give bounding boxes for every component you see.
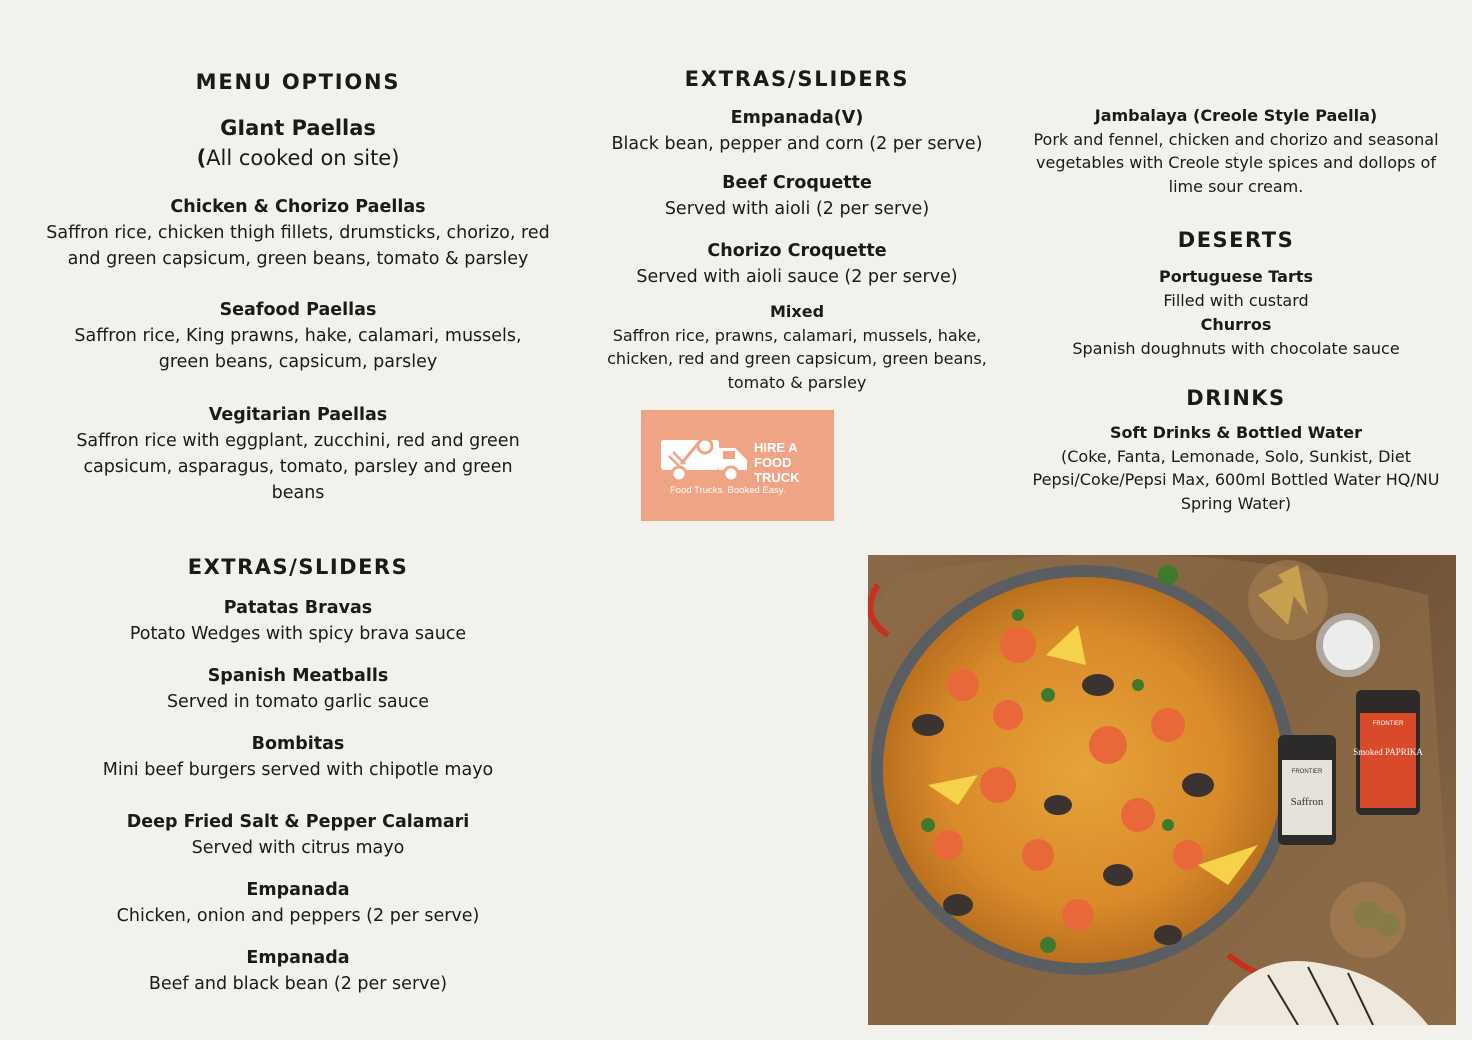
item-title: Soft Drinks & Bottled Water [1109, 423, 1363, 442]
logo-wordmark [754, 440, 800, 485]
item-desc: Saffron rice, prawns, calamari, mussels, hake, chicken, red and green capsicum, green beans, tomato & parsley [607, 325, 987, 392]
logo-line-1: HIRE A [754, 440, 798, 455]
item-desc: Mini beef burgers served with chipotle mayo [102, 760, 494, 780]
paella-photo [868, 555, 1456, 1025]
item-title: Empanada [246, 948, 350, 968]
item-title: Churros [1200, 315, 1272, 334]
item-desc: Chicken, onion and peppers (2 per serve) [116, 906, 480, 926]
saffron-jar-brand: FRONTIER [1291, 769, 1323, 775]
extras-item-mixed [566, 300, 1028, 394]
food-truck-icon [659, 434, 753, 484]
logo-tagline: Food Trucks. Booked Easy. [670, 485, 786, 496]
item-title: Spanish Meatballs [207, 666, 389, 686]
subtitle-text: All cooked on site) [206, 146, 400, 170]
item-title: Seafood Paellas [219, 300, 377, 320]
item-title: Vegitarian Paellas [208, 405, 388, 425]
extras-item [40, 595, 556, 647]
extras-left-heading: EXTRAS/SLIDERS [187, 555, 409, 579]
item-desc: Beef and black bean (2 per serve) [148, 974, 448, 994]
item-title: Beef Croquette [722, 173, 872, 193]
item-desc: Served with aioli sauce (2 per serve) [636, 267, 958, 287]
item-desc: Black bean, pepper and corn (2 per serve) [611, 134, 983, 154]
menu-item-chicken-chorizo [40, 194, 556, 272]
extras-mid-section [566, 67, 1028, 394]
item-title: Deep Fried Salt & Pepper Calamari [126, 812, 470, 832]
logo-line-3: TRUCK [754, 470, 800, 485]
item-desc: Saffron rice, chicken thigh fillets, drumsticks, chorizo, red and green capsicum, green beans, tomato & parsley [46, 223, 550, 269]
giant-paellas-title: GIant Paellas [220, 116, 376, 140]
menu-options-heading: MENU OPTIONS [195, 70, 401, 94]
giant-paellas-subtitle [40, 146, 556, 170]
right-column [1016, 104, 1456, 515]
item-title: Jambalaya (Creole Style Paella) [1094, 106, 1378, 125]
desert-item [1016, 265, 1456, 312]
item-desc: Served in tomato garlic sauce [166, 692, 430, 712]
item-desc: Served with citrus mayo [191, 838, 405, 858]
desert-item [1016, 313, 1456, 360]
item-desc: Saffron rice, King prawns, hake, calamari, mussels, green beans, capsicum, parsley [74, 326, 522, 372]
item-desc: (Coke, Fanta, Lemonade, Solo, Sunkist, Diet Pepsi/Coke/Pepsi Max, 600ml Bottled Water HQ/NU Spring Water) [1032, 446, 1440, 513]
extras-item [40, 945, 556, 997]
item-title: Patatas Bravas [223, 598, 373, 618]
menu-item-seafood [40, 297, 556, 375]
paprika-jar-brand: FRONTIER [1372, 721, 1404, 727]
item-title: Chicken & Chorizo Paellas [170, 197, 426, 217]
item-title: Mixed [769, 302, 825, 321]
jambalaya-item [1016, 104, 1456, 198]
item-title: Portuguese Tarts [1159, 267, 1313, 286]
extras-item [40, 877, 556, 929]
drinks-heading: DRINKS [1186, 386, 1286, 410]
hire-a-food-truck-logo [641, 410, 834, 521]
item-desc: Filled with custard [1163, 290, 1309, 310]
item-title: Chorizo Croquette [707, 241, 887, 261]
item-desc: Saffron rice with eggplant, zucchini, red and green capsicum, asparagus, tomato, parsley and green beans [76, 431, 520, 503]
extras-item [40, 731, 556, 783]
extras-item [566, 238, 1028, 290]
item-desc: Potato Wedges with spicy brava sauce [129, 624, 467, 644]
item-desc: Served with aioli (2 per serve) [664, 199, 930, 219]
drinks-item [1016, 421, 1456, 515]
item-desc: Spanish doughnuts with chocolate sauce [1072, 338, 1400, 358]
item-title: Empanada(V) [730, 108, 864, 128]
extras-item [566, 170, 1028, 222]
subtitle-paren: ( [196, 146, 207, 170]
paella-illustration [868, 555, 1456, 1025]
saffron-jar-label: Saffron [1290, 796, 1324, 808]
item-title: Empanada [246, 880, 350, 900]
menu-item-vegitarian [40, 402, 556, 506]
extras-left-section [40, 555, 556, 997]
menu-options-section [40, 70, 556, 506]
extras-item [566, 105, 1028, 157]
logo-line-2: FOOD [754, 455, 792, 470]
deserts-heading: DESERTS [1177, 228, 1295, 252]
extras-item [40, 809, 556, 861]
item-desc: Pork and fennel, chicken and chorizo and seasonal vegetables with Creole style spices and dollops of lime sour cream. [1033, 129, 1439, 196]
paprika-jar-label: Smoked PAPRIKA [1353, 747, 1423, 757]
extras-mid-heading: EXTRAS/SLIDERS [684, 67, 910, 91]
item-title: Bombitas [251, 734, 345, 754]
extras-item [40, 663, 556, 715]
